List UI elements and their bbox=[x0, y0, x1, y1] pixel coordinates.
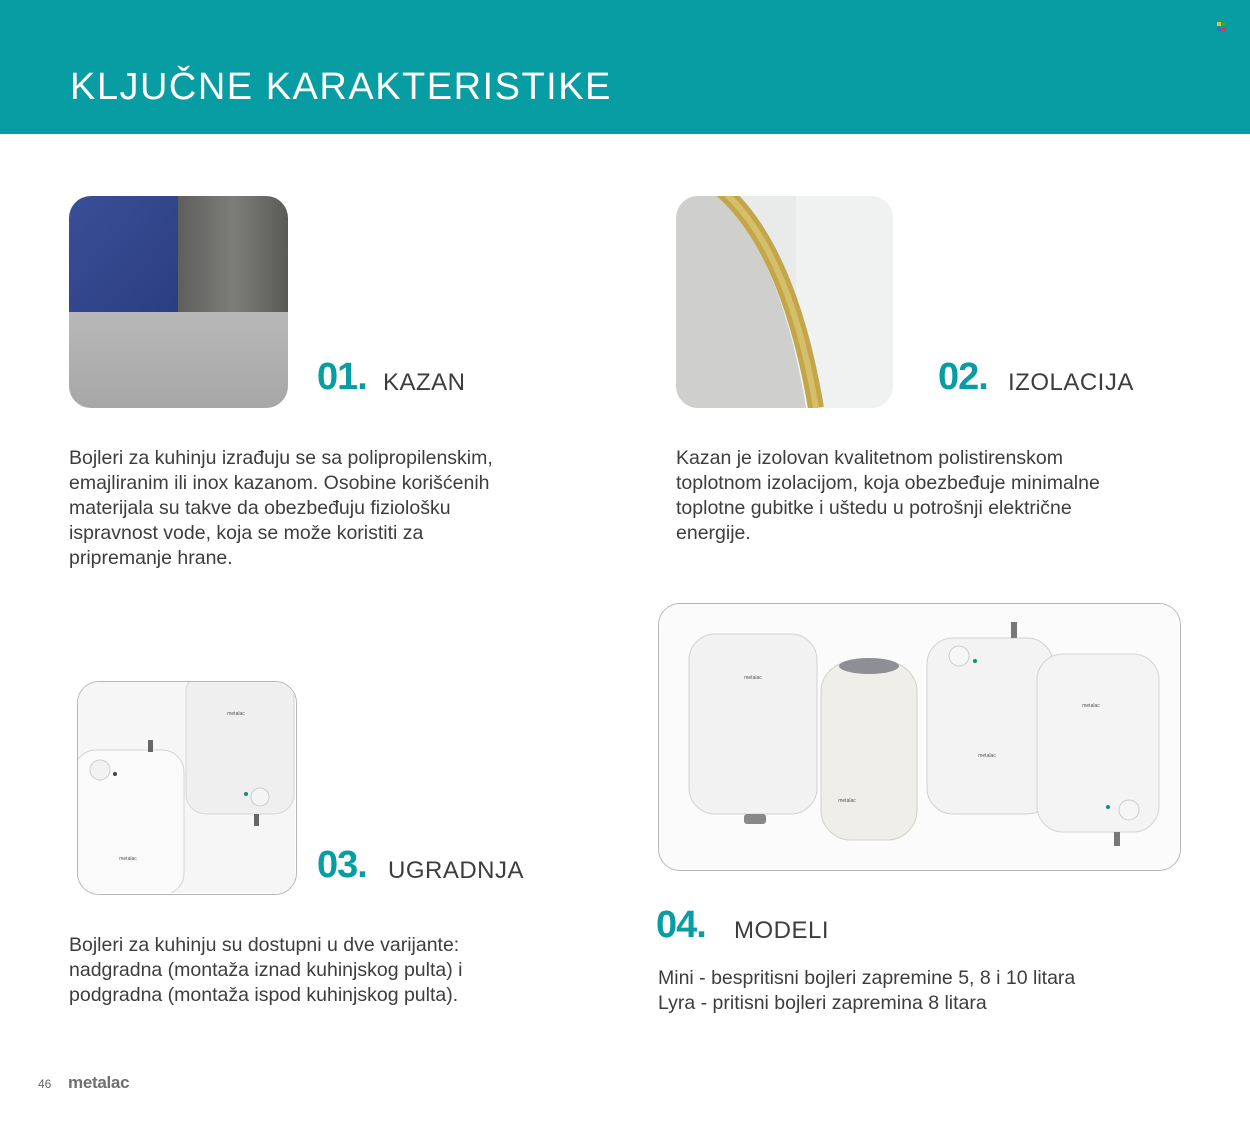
insulation-image bbox=[676, 196, 893, 408]
feature-title: KAZAN bbox=[383, 369, 466, 396]
text-line: Kazan je izolovan kvalitetnom polistirenskom bbox=[676, 447, 1063, 469]
installation-image bbox=[77, 681, 297, 895]
feature-title: IZOLACIJA bbox=[1008, 369, 1134, 396]
heater-brand-text: metalac bbox=[119, 856, 137, 862]
heater-brand-text: metalac bbox=[744, 675, 762, 681]
feature-description bbox=[69, 446, 493, 571]
heater-brand-text: metalac bbox=[838, 798, 856, 804]
text-line: emajliranim ili inox kazanom. Osobine korišćenih bbox=[69, 472, 490, 494]
text-line: energije. bbox=[676, 522, 751, 544]
text-line: pripremanje hrane. bbox=[69, 547, 233, 569]
header-banner bbox=[0, 0, 1250, 134]
heater-brand-text: metalac bbox=[978, 753, 996, 759]
models-image bbox=[658, 603, 1181, 871]
text-line: podgradna (montaža ispod kuhinjskog pulta). bbox=[69, 984, 459, 1006]
feature-number: 01. bbox=[317, 356, 367, 398]
brand-logo: metalac bbox=[68, 1073, 130, 1092]
feature-title: UGRADNJA bbox=[388, 857, 525, 884]
text-line: ispravnost vode, koja se može koristiti za bbox=[69, 522, 424, 544]
text-line: Mini - bespritisni bojleri zapremine 5, 8 i 10 litara bbox=[658, 967, 1076, 989]
feature-description bbox=[676, 446, 1100, 546]
text-line: materijala su takve da obezbeđuju fiziološku bbox=[69, 497, 451, 519]
feature-number: 03. bbox=[317, 844, 367, 886]
text-line: Lyra - pritisni bojleri zapremina 8 litara bbox=[658, 992, 987, 1014]
feature-title: MODELI bbox=[734, 917, 830, 944]
tank-materials-image bbox=[69, 196, 288, 408]
heater-brand-text: metalac bbox=[227, 711, 245, 717]
brand-mark-icon bbox=[1217, 22, 1226, 31]
page-number: 46 bbox=[38, 1077, 52, 1091]
feature-description bbox=[658, 966, 1075, 1016]
text-line: Bojleri za kuhinju su dostupni u dve varijante: bbox=[69, 934, 460, 956]
feature-description bbox=[69, 933, 463, 1008]
feature-number: 02. bbox=[938, 356, 988, 398]
page-title: KLJUČNE KARAKTERISTIKE bbox=[70, 66, 612, 108]
feature-number: 04. bbox=[656, 904, 706, 946]
text-line: nadgradna (montaža iznad kuhinjskog pulta) i bbox=[69, 959, 463, 981]
text-line: toplotne gubitke i uštedu u potrošnji električne bbox=[676, 497, 1072, 519]
heater-brand-text: metalac bbox=[1082, 703, 1100, 709]
text-line: toplotnom izolacijom, koja obezbeđuje minimalne bbox=[676, 472, 1100, 494]
text-line: Bojleri za kuhinju izrađuju se sa polipropilenskim, bbox=[69, 447, 493, 469]
